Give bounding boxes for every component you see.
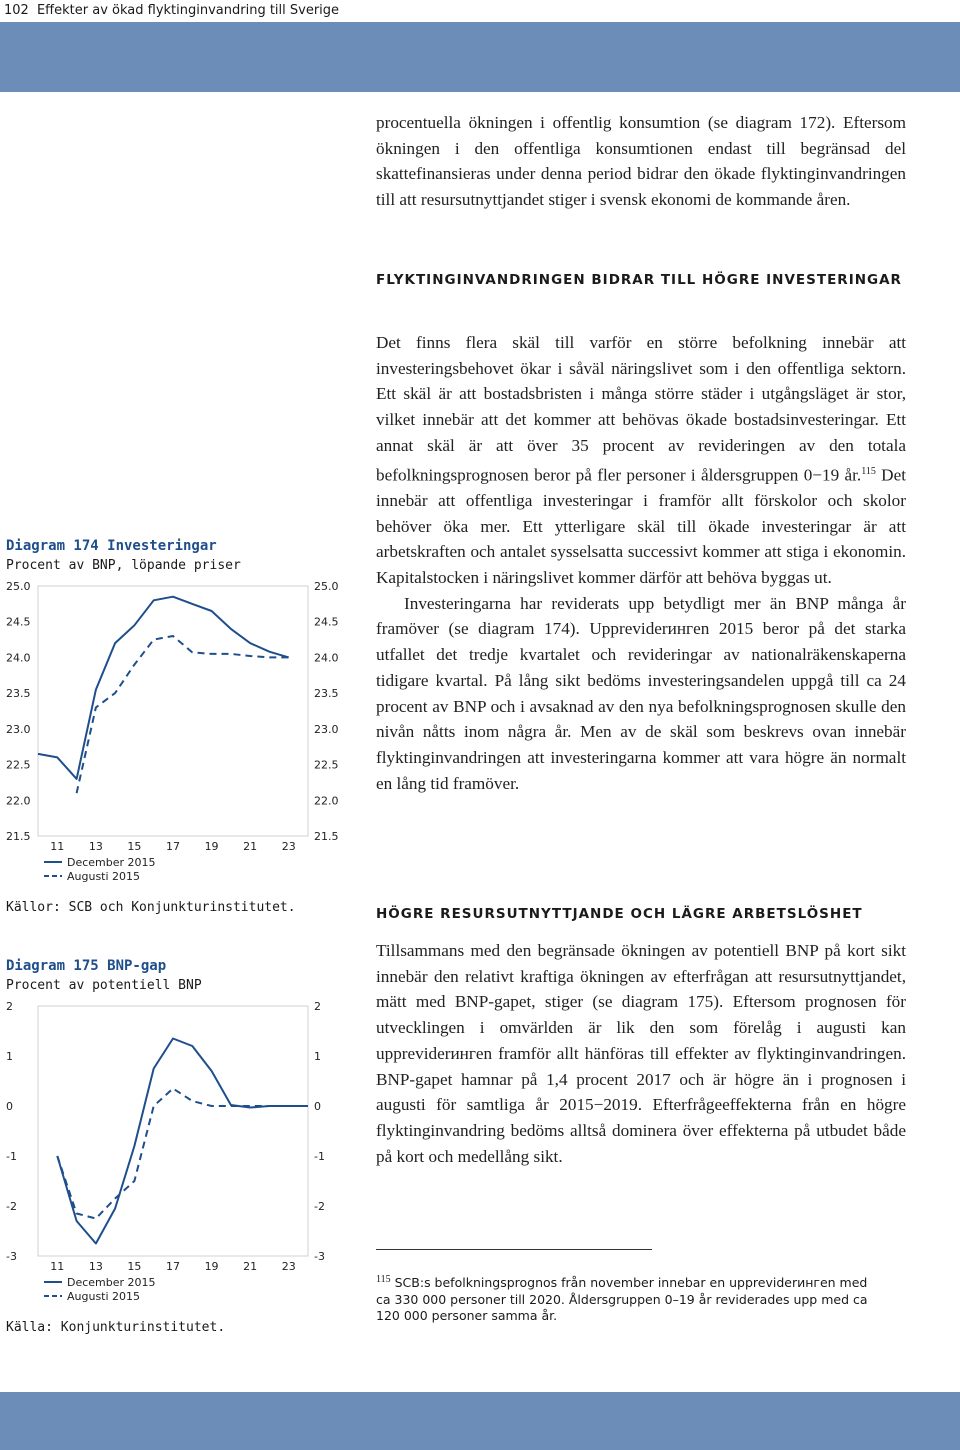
x-tick-label: 21 [243,1260,258,1273]
y-tick-label-right: 24.0 [314,651,339,665]
y-tick-label-right: 22.0 [314,794,339,808]
y-tick-label-right: 21.5 [314,830,339,843]
y-tick-label-right: 22.5 [314,758,339,772]
diagram-174-subtitle: Procent av BNP, löpande priser [6,558,241,573]
y-tick-label-right: 23.5 [314,687,339,701]
footnote-number: 115 [376,1274,391,1285]
y-tick-label-left: -3 [6,1250,17,1263]
y-tick-label-right: 0 [314,1100,321,1113]
diagram-174-title: Diagram 174 Investeringar [6,538,217,554]
page-header [0,0,960,92]
y-tick-label-left: 1 [6,1050,13,1063]
x-tick-label: 11 [50,840,65,853]
legend-label: Augusti 2015 [67,1290,141,1303]
paragraph-1: procentuella ökningen i offentlig konsumtion (se diagram 172). Eftersom ökningen i den offentliga konsumtionen endast till begränsad del skattefinansieras under denna period bidrar den ökade flyktinginvandringen till att resursutnyttjandet stiger i svensk ekonomi de kommande åren. [376,113,906,210]
paragraph-4: Tillsammans med den begränsade ökningen av potentiell BNP på kort sikt innebär den relativt kraftiga ökningen av efterfrågan att resursutnyttjandet, mätt med BNP-gapet, stiger (se diagram 175). Eftersom prognosen för utvecklingen i omvärlden är lik den som förelåg i augusti kan uppreviderингen framför allt hänföras till effekter av flyktinginvandringen. BNP-gapet hamnar på 1,4 procent 2017 och är högre än i prognosen i augusti för samtliga år 2015−2019. Efterfrågeeffekterna från en högre flyktinginvandring bedöms alltså dominera över effekterna på utbudet både på kort och medellång sikt. [376,941,906,1166]
footnote-text: SCB:s befolkningsprognos från november innebar en uppreviderингen med ca 330 000 personer till 2020. Åldersgruppen 0–19 år reviderades upp med ca 120 000 personer samma år. [376,1275,868,1324]
x-tick-label: 19 [204,840,219,853]
x-tick-label: 13 [88,1260,103,1273]
y-tick-label-left: 0 [6,1100,13,1113]
legend-label: December 2015 [67,856,156,869]
diagram-175-title: Diagram 175 BNP-gap [6,958,167,974]
y-tick-label-left: 23.5 [6,687,31,701]
y-tick-label-right: -3 [314,1250,325,1263]
x-tick-label: 17 [166,840,180,853]
footnote-ref-115[interactable]: 115 [861,465,876,477]
paragraph-2 [376,330,906,796]
series-line-december-2015 [38,597,289,779]
y-tick-label-right: 23.0 [314,722,339,736]
y-tick-label-left: 22.5 [6,758,31,772]
running-header [0,0,960,22]
x-tick-label: 17 [166,1260,180,1273]
x-tick-label: 15 [127,1260,142,1273]
header-band [0,22,960,92]
y-tick-label-left: -2 [6,1200,17,1213]
plot-frame [38,1006,308,1256]
y-tick-label-left: 22.0 [6,794,31,808]
series-line-december-2015 [57,1039,308,1244]
x-tick-label: 23 [281,1260,296,1273]
paragraph-2-continued: Det innebär att offentliga investeringar i framför allt förskolor och skolor behöver öka mer. Ett ytterligare skäl till ökade investeringar är att arbetskraften och antalet sysselsatta successivt kommer att stiga i ekonomin. Kapitalstocken i näringslivet kommer därför att behöva byggas ut. [376,465,906,588]
footer-band [0,1392,960,1450]
y-tick-label-right: 1 [314,1050,321,1063]
y-tick-label-left: 25.0 [6,580,31,593]
diagram-174-source: Källor: SCB och Konjunkturinstitutet. [6,900,296,915]
series-line-augusti-2015 [57,1089,308,1219]
footnote-rule [376,1249,652,1250]
x-tick-label: 19 [204,1260,219,1273]
x-tick-label: 23 [281,840,296,853]
y-tick-label-left: 21.5 [6,830,31,843]
legend-label: December 2015 [67,1276,156,1289]
footnote-115 [376,1272,876,1325]
legend-label: Augusti 2015 [67,870,141,883]
y-tick-label-left: -1 [6,1150,17,1163]
paragraph-3: Investeringarna har reviderats upp betydligt mer än BNP många år framöver (se diagram 174). Uppreviderингen 2015 beror på det starka utfallet det tredje kvartalet och revideringar av nationalräkenskaperna tidigare kvartal. På lång sikt bedöms investeringsandelen uppgå till ca 24 procent av BNP och i avsaknad av den nya befolkningsprognosen skulle den nivån nåtts inom några år. Men av de skäl som beskrevs ovan innebär flyktinginvandringen att investeringarna kommer att vara högre än normalt en lång tid framöver. [376,593,906,793]
diagram-175-chart [0,998,360,1310]
x-tick-label: 21 [243,840,258,853]
section-heading-investeringar: FLYKTINGINVANDRINGEN BIDRAR TILL HÖGRE INVESTERINGAR [376,272,902,288]
y-tick-label-right: 2 [314,1000,321,1013]
y-tick-label-right: 24.5 [314,615,339,629]
x-tick-label: 11 [50,1260,65,1273]
y-tick-label-left: 23.0 [6,722,31,736]
y-tick-label-right: -1 [314,1150,325,1163]
diagram-174-chart [0,578,360,890]
x-tick-label: 15 [127,840,142,853]
y-tick-label-right: -2 [314,1200,325,1213]
page-number: 102 [4,3,29,18]
running-title: Effekter av ökad flyktinginvandring till Sverige [36,3,340,18]
y-tick-label-left: 24.5 [6,615,31,629]
section-heading-resursutnyttjande: HÖGRE RESURSUTNYTTJANDE OCH LÄGRE ARBETSLÖSHET [376,906,863,922]
diagram-175-subtitle: Procent av potentiell BNP [6,978,202,993]
paragraph-2-text: Det finns flera skäl till varför en större befolkning innebär att investeringsbehovet ökar i såväl näringslivet som i den offentliga sektorn. Ett skäl är att bostadsbristen i många större städer i utgångsläget är stor, vilket innebär att det kommer att behövas ökade bostadsinvesteringar. Ett annat skäl är att över 35 procent av revideringen av den totala befolkningsprognosen beror på fler personer i åldersgruppen 0−19 år. [376,333,906,485]
y-tick-label-left: 2 [6,1000,13,1013]
diagram-175-source: Källa: Konjunkturinstitutet. [6,1320,226,1335]
y-tick-label-right: 25.0 [314,580,339,593]
plot-frame [38,586,308,836]
y-tick-label-left: 24.0 [6,651,31,665]
x-tick-label: 13 [88,840,103,853]
